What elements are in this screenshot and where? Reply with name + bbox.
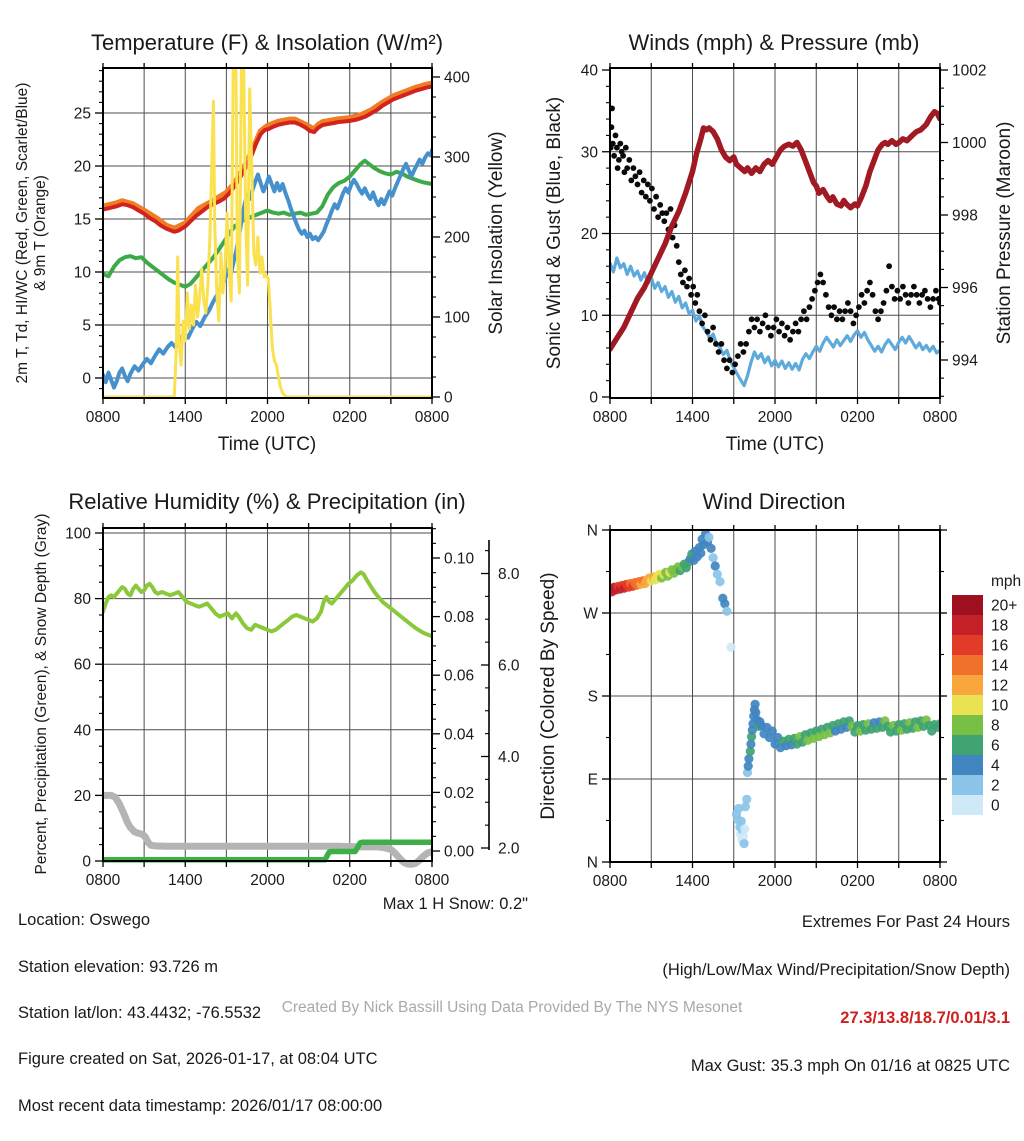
svg-text:8: 8 bbox=[991, 717, 1000, 735]
yaxis-label-temp-line2: & 9m T (Orange) bbox=[32, 175, 50, 291]
svg-text:1400: 1400 bbox=[675, 409, 710, 426]
svg-text:2000: 2000 bbox=[250, 409, 285, 426]
svg-text:0.04: 0.04 bbox=[444, 726, 475, 744]
extremes-subtitle: (High/Low/Max Wind/Precipitation/Snow Depth) bbox=[662, 961, 1010, 979]
svg-text:0200: 0200 bbox=[332, 872, 367, 889]
chart-title-wind-direction: Wind Direction bbox=[702, 489, 846, 514]
svg-text:2: 2 bbox=[991, 777, 1000, 795]
svg-text:0: 0 bbox=[444, 389, 453, 407]
svg-text:998: 998 bbox=[952, 207, 978, 225]
legend-title: mph bbox=[991, 573, 1022, 590]
svg-text:0: 0 bbox=[82, 370, 91, 388]
xaxis-label-time-right: Time (UTC) bbox=[725, 434, 825, 455]
data-timestamp: Most recent data timestamp: 2026/01/17 08:00:00 bbox=[18, 1096, 383, 1115]
svg-text:0.10: 0.10 bbox=[444, 550, 475, 568]
svg-text:E: E bbox=[587, 771, 598, 789]
svg-text:5: 5 bbox=[82, 317, 91, 335]
svg-text:0200: 0200 bbox=[840, 873, 875, 890]
extremes-gust: Max Gust: 35.3 mph On 01/16 at 0825 UTC bbox=[690, 1057, 1010, 1075]
svg-text:1000: 1000 bbox=[952, 135, 987, 152]
svg-text:0200: 0200 bbox=[840, 409, 875, 426]
yaxis-label-percent: Percent, Precipitation (Green), & Snow Depth (Gray) bbox=[33, 513, 50, 875]
svg-text:400: 400 bbox=[444, 69, 470, 87]
yaxis-label-pressure: Station Pressure (Maroon) bbox=[994, 121, 1015, 345]
chart-title-temperature: Temperature (F) & Insolation (W/m²) bbox=[90, 30, 444, 55]
svg-text:6: 6 bbox=[991, 737, 1000, 755]
svg-text:2000: 2000 bbox=[757, 873, 793, 890]
svg-text:2000: 2000 bbox=[250, 872, 285, 889]
svg-text:20: 20 bbox=[580, 226, 598, 243]
yaxis-label-direction: Direction (Colored By Speed) bbox=[538, 572, 559, 820]
svg-text:1400: 1400 bbox=[675, 873, 710, 890]
chart-0 bbox=[74, 53, 470, 426]
extremes-values: 27.3/13.8/18.7/0.01/3.1 bbox=[840, 1009, 1010, 1027]
svg-text:20+: 20+ bbox=[991, 597, 1018, 615]
legend-swatch-8 bbox=[952, 715, 983, 735]
svg-text:100: 100 bbox=[65, 525, 91, 543]
svg-text:0800: 0800 bbox=[414, 409, 450, 426]
chart-1 bbox=[581, 63, 987, 427]
yaxis-label-temp bbox=[14, 33, 52, 433]
svg-text:0800: 0800 bbox=[592, 873, 628, 890]
yaxis-label-temp-line1: 2m T, Td, HI/WC (Red, Green, Scarlet/Blue) bbox=[14, 82, 31, 384]
yaxis-label-wind: Sonic Wind & Gust (Blue, Black) bbox=[544, 96, 565, 370]
svg-text:N: N bbox=[586, 854, 598, 872]
legend-swatch-2 bbox=[952, 775, 983, 795]
svg-text:0800: 0800 bbox=[592, 409, 628, 426]
yaxis-label-insolation: Solar Insolation (Yellow) bbox=[486, 131, 507, 335]
svg-text:0.00: 0.00 bbox=[444, 843, 475, 861]
svg-text:200: 200 bbox=[444, 229, 470, 247]
max-snow-note: Max 1 H Snow: 0.2" bbox=[382, 895, 528, 913]
legend-swatch-6 bbox=[952, 735, 983, 755]
svg-text:80: 80 bbox=[73, 591, 91, 609]
svg-text:10: 10 bbox=[580, 307, 598, 325]
legend-swatch-18 bbox=[952, 615, 983, 635]
svg-text:30: 30 bbox=[580, 144, 598, 162]
station-latlon: Station lat/lon: 43.4432; -76.5532 bbox=[18, 1004, 262, 1023]
svg-text:25: 25 bbox=[73, 105, 91, 123]
legend-swatch-16 bbox=[952, 635, 983, 655]
svg-text:0800: 0800 bbox=[414, 872, 450, 889]
svg-text:0.06: 0.06 bbox=[444, 667, 475, 685]
chart-3 bbox=[583, 523, 1021, 891]
legend-swatch-10 bbox=[952, 695, 983, 715]
svg-text:1002: 1002 bbox=[952, 62, 987, 80]
svg-text:S: S bbox=[587, 688, 598, 706]
svg-text:994: 994 bbox=[952, 352, 978, 370]
extremes-block bbox=[508, 886, 1010, 1102]
xaxis-label-time-left: Time (UTC) bbox=[217, 434, 317, 455]
svg-text:1400: 1400 bbox=[168, 872, 203, 889]
station-location: Location: Oswego bbox=[18, 911, 151, 930]
legend-swatch-0 bbox=[952, 795, 983, 815]
svg-text:0: 0 bbox=[82, 853, 91, 871]
svg-text:15: 15 bbox=[73, 211, 91, 229]
svg-text:0: 0 bbox=[991, 797, 1000, 815]
svg-text:0: 0 bbox=[589, 389, 598, 407]
svg-text:18: 18 bbox=[991, 617, 1009, 635]
svg-text:12: 12 bbox=[991, 677, 1009, 695]
chart-title-winds: Winds (mph) & Pressure (mb) bbox=[628, 30, 920, 55]
legend-swatch-4 bbox=[952, 755, 983, 775]
svg-text:6.0: 6.0 bbox=[498, 657, 520, 675]
legend-swatch-14 bbox=[952, 655, 983, 675]
svg-text:1400: 1400 bbox=[168, 409, 203, 426]
svg-text:2.0: 2.0 bbox=[498, 840, 520, 858]
svg-text:20: 20 bbox=[73, 158, 91, 176]
figure-created: Figure created on Sat, 2026-01-17, at 08:04 UTC bbox=[18, 1050, 378, 1069]
svg-text:16: 16 bbox=[991, 637, 1009, 655]
svg-text:N: N bbox=[586, 522, 598, 540]
svg-text:10: 10 bbox=[991, 697, 1009, 715]
svg-text:8.0: 8.0 bbox=[498, 566, 520, 583]
chart-2 bbox=[65, 523, 520, 889]
legend-swatch-20+ bbox=[952, 595, 983, 615]
svg-text:100: 100 bbox=[444, 309, 470, 327]
svg-text:40: 40 bbox=[73, 722, 91, 740]
svg-text:60: 60 bbox=[73, 656, 91, 674]
svg-text:W: W bbox=[583, 605, 598, 623]
svg-text:0.02: 0.02 bbox=[444, 784, 475, 802]
svg-text:2000: 2000 bbox=[757, 409, 793, 426]
legend-swatch-12 bbox=[952, 675, 983, 695]
svg-text:0800: 0800 bbox=[922, 873, 958, 890]
svg-text:0200: 0200 bbox=[332, 409, 367, 426]
svg-text:10: 10 bbox=[73, 264, 91, 282]
chart-title-humidity: Relative Humidity (%) & Precipitation (in) bbox=[68, 489, 466, 514]
svg-text:0800: 0800 bbox=[922, 409, 958, 426]
svg-text:0800: 0800 bbox=[85, 872, 121, 889]
svg-text:40: 40 bbox=[580, 62, 598, 80]
svg-text:4.0: 4.0 bbox=[498, 749, 520, 766]
credit-line: Created By Nick Bassill Using Data Provided By The NYS Mesonet bbox=[281, 999, 743, 1016]
svg-text:0.08: 0.08 bbox=[444, 609, 475, 627]
svg-text:300: 300 bbox=[444, 149, 470, 167]
svg-text:14: 14 bbox=[991, 657, 1009, 675]
extremes-title: Extremes For Past 24 Hours bbox=[801, 913, 1010, 931]
svg-text:0800: 0800 bbox=[85, 409, 121, 426]
svg-text:996: 996 bbox=[952, 280, 978, 297]
station-elevation: Station elevation: 93.726 m bbox=[18, 957, 218, 976]
svg-text:20: 20 bbox=[73, 787, 91, 805]
svg-text:4: 4 bbox=[991, 757, 1000, 775]
